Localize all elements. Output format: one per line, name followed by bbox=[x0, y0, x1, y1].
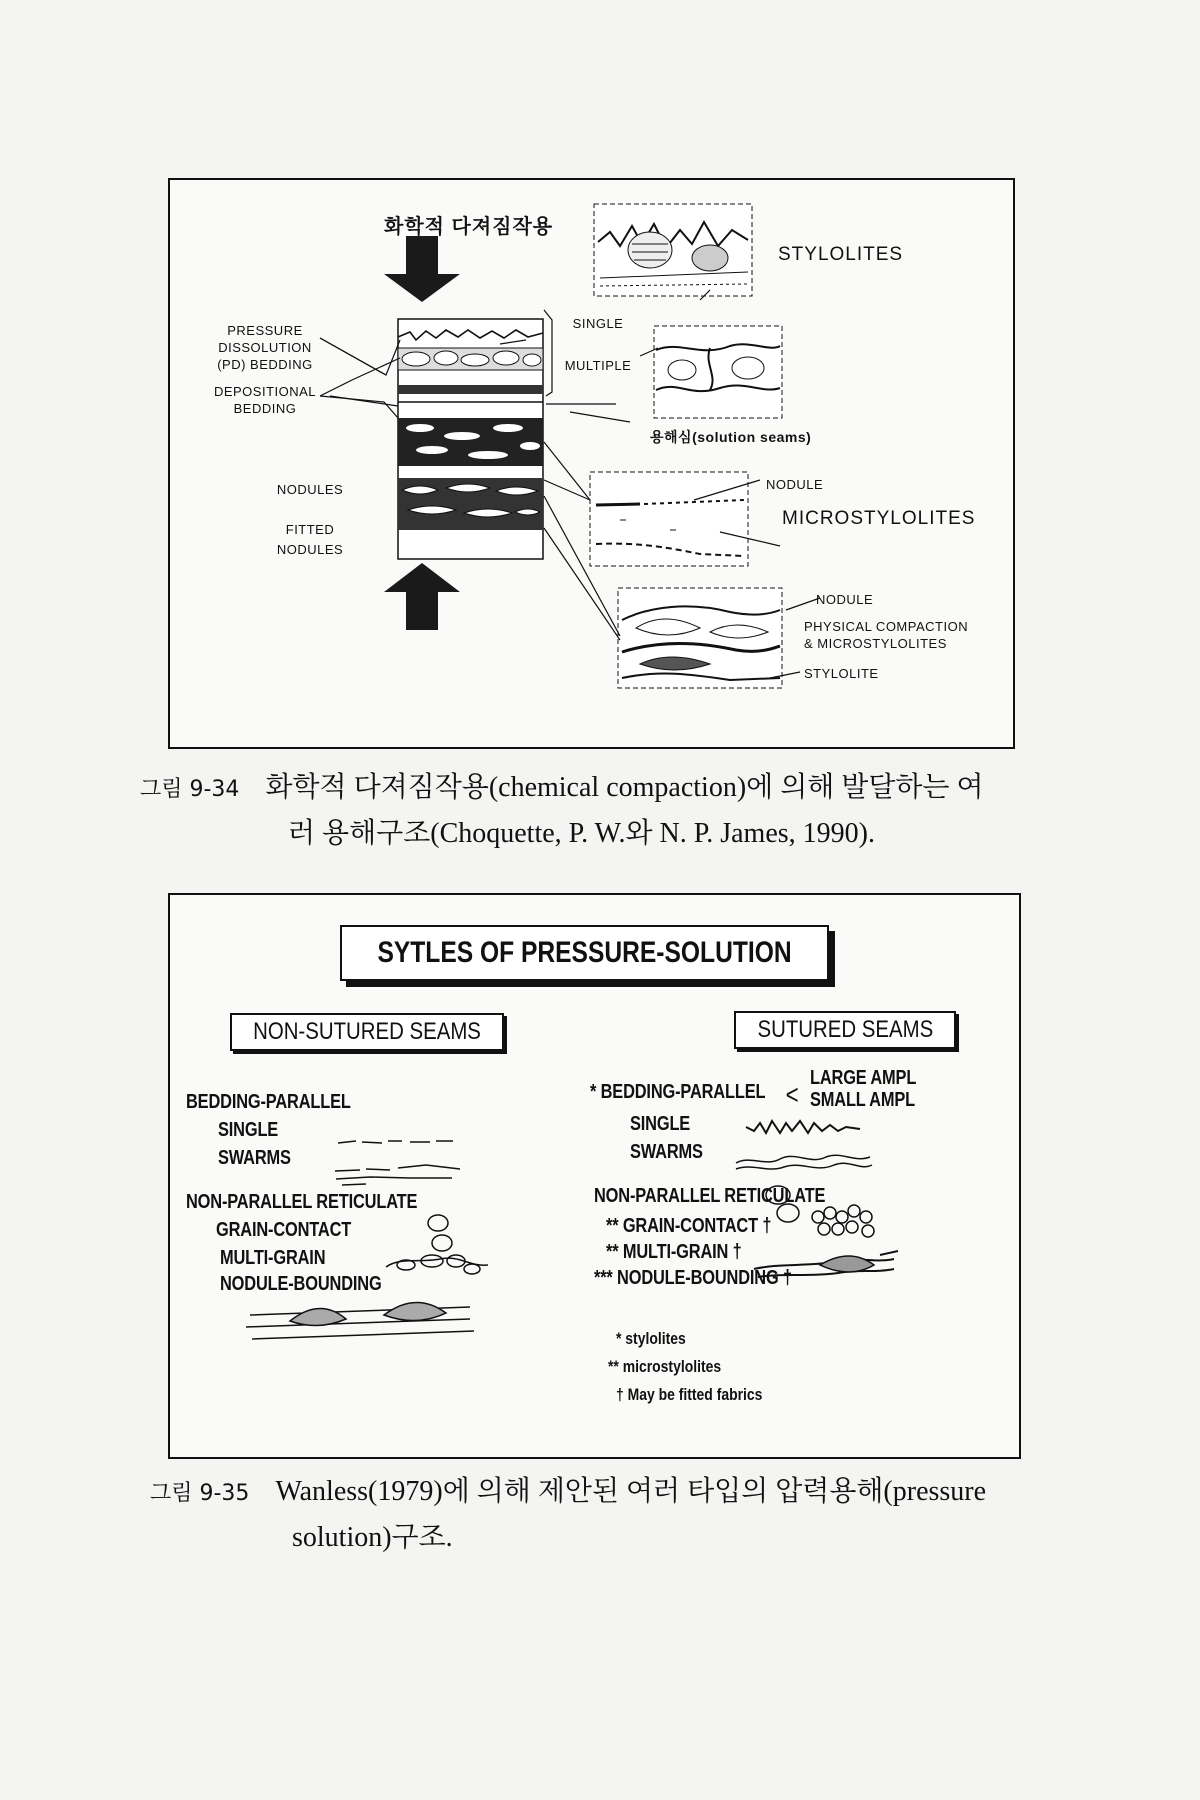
swarm-seam-lines bbox=[335, 1165, 460, 1185]
compaction-inset bbox=[618, 588, 782, 688]
fitted-nodules-label: FITTED NODULES bbox=[276, 522, 344, 557]
swarms-label: SWARMS bbox=[218, 1147, 291, 1169]
swarms-label: SWARMS bbox=[630, 1141, 703, 1163]
stylolites-label: STYLOLITES bbox=[778, 244, 904, 265]
nodule-icon bbox=[820, 1256, 874, 1272]
footnote-microstylolites: ** microstylolites bbox=[608, 1357, 722, 1376]
grain-contact-label: GRAIN-CONTACT bbox=[216, 1219, 352, 1241]
caption-line: solution)구조. bbox=[292, 1522, 453, 1553]
caption-line: 러 용해구조(Choquette, P. W.와 N. P. James, 1990). bbox=[288, 818, 875, 849]
single-seam-line bbox=[338, 1141, 453, 1143]
non-parallel-label: NON-PARALLEL RETICULATE bbox=[186, 1191, 418, 1213]
bedding-parallel-label: * BEDDING-PARALLEL bbox=[590, 1081, 766, 1103]
nodules-label: NODULES bbox=[276, 482, 344, 497]
physical-compaction-label: PHYSICAL COMPACTION & MICROSTYLOLITES bbox=[804, 619, 969, 651]
figure-title: SYTLES OF PRESSURE-SOLUTION bbox=[377, 936, 792, 969]
large-ampl-label: LARGE AMPL bbox=[810, 1067, 917, 1089]
caption-line: Wanless(1979)에 의해 제안된 여러 타입의 압력용해(pressure bbox=[275, 1476, 987, 1507]
bedding-parallel-label: BEDDING-PARALLEL bbox=[186, 1091, 351, 1113]
single-label: SINGLE bbox=[218, 1119, 279, 1141]
multiple-seams-inset bbox=[654, 326, 782, 418]
header-label: SUTURED SEAMS bbox=[757, 1016, 933, 1043]
solution-seams-label: 용해심(solution seams) bbox=[650, 429, 812, 445]
microstylolites-label: MICROSTYLOLITES bbox=[782, 508, 976, 529]
footnote-fitted-fabrics: † May be fitted fabrics bbox=[616, 1385, 763, 1404]
small-ampl-label: SMALL AMPL bbox=[810, 1089, 915, 1111]
sutured-single-line bbox=[746, 1121, 860, 1133]
caption-number: 그림 9-34 bbox=[140, 777, 240, 802]
rock-column bbox=[398, 319, 543, 559]
multi-grain-label: MULTI-GRAIN bbox=[220, 1247, 326, 1269]
up-arrow-icon bbox=[384, 563, 460, 630]
split-bracket-icon: < bbox=[785, 1079, 799, 1110]
depositional-bedding-label: DEPOSITIONAL BEDDING bbox=[213, 384, 317, 416]
grain-icon bbox=[432, 1235, 452, 1251]
nodule-label-1: NODULE bbox=[766, 477, 824, 492]
single-label: SINGLE bbox=[572, 316, 624, 331]
stylolite-label: STYLOLITE bbox=[804, 666, 879, 681]
stylolites-inset bbox=[594, 204, 752, 296]
multiple-label: MULTIPLE bbox=[564, 358, 632, 373]
figure-title: 화학적 다져짐작용 bbox=[384, 216, 554, 238]
caption-line: 화학적 다져짐작용(chemical compaction)에 의해 발달하는 여 bbox=[265, 772, 984, 803]
pd-bedding-label: PRESSURE DISSOLUTION (PD) BEDDING bbox=[217, 323, 313, 372]
figure-9-35-drawing bbox=[170, 895, 1019, 1457]
grain-icon bbox=[464, 1264, 480, 1274]
multi-grain-cluster bbox=[812, 1205, 874, 1237]
sutured-swarm-lines bbox=[736, 1155, 872, 1169]
non-parallel-label: NON-PARALLEL RETICULATE bbox=[594, 1185, 826, 1207]
figure-9-34 bbox=[168, 178, 1015, 749]
nodule-label-2: NODULE bbox=[816, 592, 874, 607]
header-label: NON-SUTURED SEAMS bbox=[253, 1018, 481, 1045]
figure-9-35-caption bbox=[150, 1470, 1070, 1560]
caption-number: 그림 9-35 bbox=[150, 1481, 250, 1506]
down-arrow-icon bbox=[384, 236, 460, 302]
grain-icon bbox=[428, 1215, 448, 1231]
grain-contact-label: ** GRAIN-CONTACT † bbox=[606, 1215, 772, 1237]
footnote-stylolites: * stylolites bbox=[616, 1329, 686, 1348]
figure-9-34-caption bbox=[140, 766, 1060, 856]
nodule-bounding-label: *** NODULE-BOUNDING † bbox=[594, 1267, 792, 1289]
single-label: SINGLE bbox=[630, 1113, 691, 1135]
figure-9-35 bbox=[168, 893, 1021, 1459]
microstylolite-inset bbox=[590, 472, 748, 566]
nodule-icon bbox=[384, 1302, 446, 1320]
multi-grain-label: ** MULTI-GRAIN † bbox=[606, 1241, 742, 1263]
nodule-bounding-label: NODULE-BOUNDING bbox=[220, 1273, 382, 1295]
